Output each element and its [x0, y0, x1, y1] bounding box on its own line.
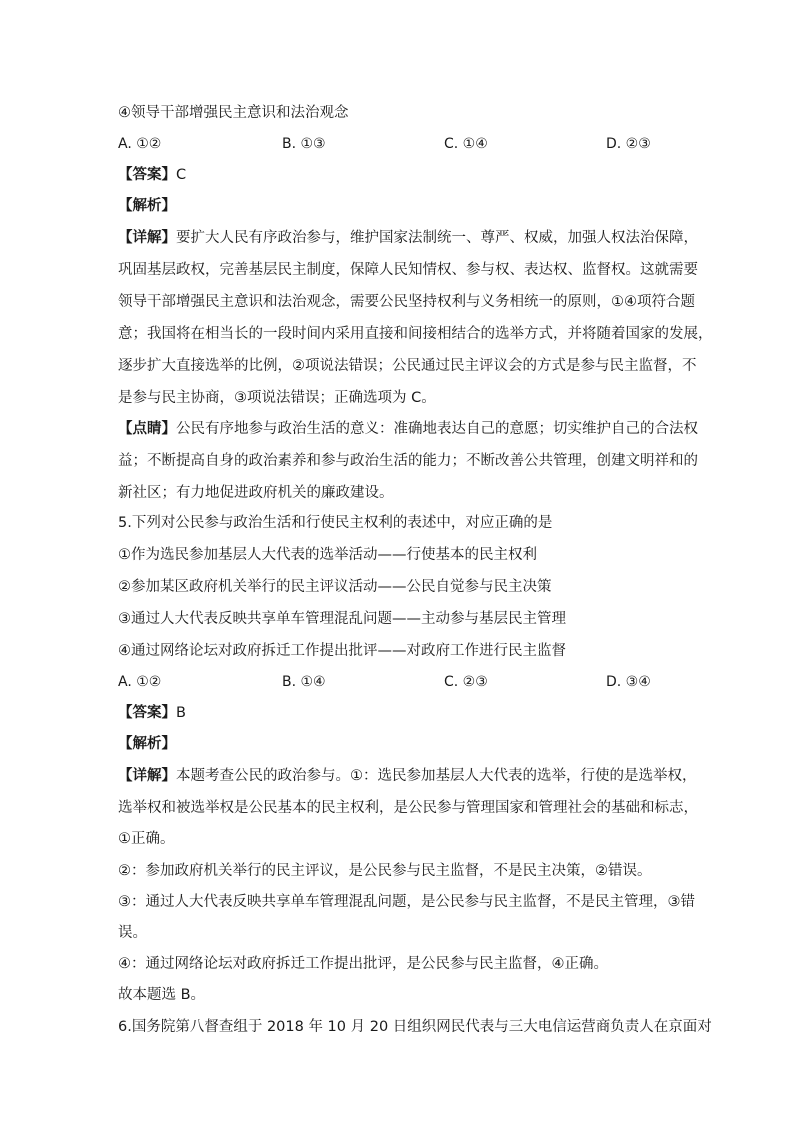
answer-choices-q5	[118, 672, 678, 692]
choice-d: D. ③④	[606, 674, 651, 690]
choice-a: A. ①②	[118, 136, 162, 152]
answer-tag: 【答案】	[118, 167, 176, 183]
q5-option-4: ④通过网络论坛对政府拆迁工作提出批评——对政府工作进行民主监督	[118, 643, 566, 659]
detail2-line-5: ③：通过人大代表反映共享单车管理混乱问题，是公民参与民主监督，不是民主管理，③错	[118, 894, 695, 910]
detail-text: 本题考查公民的政治参与。①：选民参加基层人大代表的选举，行使的是选举权，	[176, 768, 697, 784]
point-tag: 【点睛】	[118, 421, 176, 437]
answer-value: C	[176, 167, 187, 183]
q5-option-3: ③通过人大代表反映共享单车管理混乱问题——主动参与基层民主管理	[118, 611, 566, 627]
option-4-text: ④领导干部增强民主意识和法治观念	[118, 105, 349, 121]
question-6-stem: 6.国务院第八督查组于 2018 年 10 月 20 日组织网民代表与三大电信运营商负责人在京面对	[118, 1019, 712, 1035]
detail-tag: 【详解】	[118, 230, 176, 246]
detail2-line-6: 误。	[118, 925, 147, 941]
choice-b: B. ①④	[282, 674, 326, 690]
point-line-3: 新社区；有力地促进政府机关的廉政建设。	[118, 485, 394, 501]
choice-b: B. ①③	[282, 136, 326, 152]
detail-text: 要扩大人民有序政治参与，维护国家法制统一、尊严、权威，加强人权法治保障，	[176, 230, 698, 246]
detail2-line-3: ①正确。	[118, 831, 175, 847]
answer-tag: 【答案】	[118, 705, 176, 721]
detail-line-6: 是参与民主协商，③项说法错误；正确选项为 C。	[118, 390, 436, 406]
question-5-stem: 5.下列对公民参与政治生活和行使民主权利的表述中，对应正确的是	[118, 515, 553, 531]
detail-tag: 【详解】	[118, 768, 176, 784]
answer-value: B	[176, 705, 186, 721]
choice-c: C. ②③	[444, 674, 488, 690]
q5-option-2: ②参加某区政府机关举行的民主评议活动——公民自觉参与民主决策	[118, 579, 552, 595]
detail2-line-7: ④：通过网络论坛对政府拆迁工作提出批评，是公民参与民主监督，④正确。	[118, 956, 608, 972]
detail-line-5: 逐步扩大直接选举的比例，②项说法错误；公民通过民主评议会的方式是参与民主监督，不	[118, 358, 697, 374]
detail-line-4: 意；我国将在相当长的一段时间内采用直接和间接相结合的选举方式，并将随着国家的发展，	[118, 326, 713, 342]
detail2-line-1	[118, 766, 697, 786]
analysis-heading-q4: 【解析】	[118, 198, 176, 214]
detail2-line-4: ②：参加政府机关举行的民主评议，是公民参与民主监督，不是民主决策，②错误。	[118, 863, 652, 879]
detail2-line-2: 选举权和被选举权是公民基本的民主权利，是公民参与管理国家和管理社会的基础和标志，	[118, 800, 698, 816]
point-line-2: 益；不断提高自身的政治素养和参与政治生活的能力；不断改善公共管理，创建文明祥和的	[118, 453, 698, 469]
answer-q5	[118, 703, 678, 723]
q5-option-1: ①作为选民参加基层人大代表的选举活动——行使基本的民主权利	[118, 547, 537, 563]
point-text: 公民有序地参与政治生活的意义：准确地表达自己的意愿；切实维护自己的合法权	[176, 421, 698, 437]
answer-choices-q4	[118, 134, 678, 154]
choice-c: C. ①④	[444, 136, 488, 152]
detail-line-2: 巩固基层政权，完善基层民主制度，保障人民知情权、参与权、表达权、监督权。这就需要	[118, 262, 698, 278]
answer-q4	[118, 165, 678, 185]
detail2-line-8: 故本题选 B。	[118, 987, 206, 1003]
point-line-1	[118, 419, 698, 439]
detail-line-1	[118, 228, 698, 248]
choice-d: D. ②③	[606, 136, 651, 152]
analysis-heading-q5: 【解析】	[118, 736, 176, 752]
choice-a: A. ①②	[118, 674, 162, 690]
detail-line-3: 领导干部增强民主意识和法治观念，需要公民坚持权利与义务相统一的原则，①④项符合题	[118, 294, 695, 310]
